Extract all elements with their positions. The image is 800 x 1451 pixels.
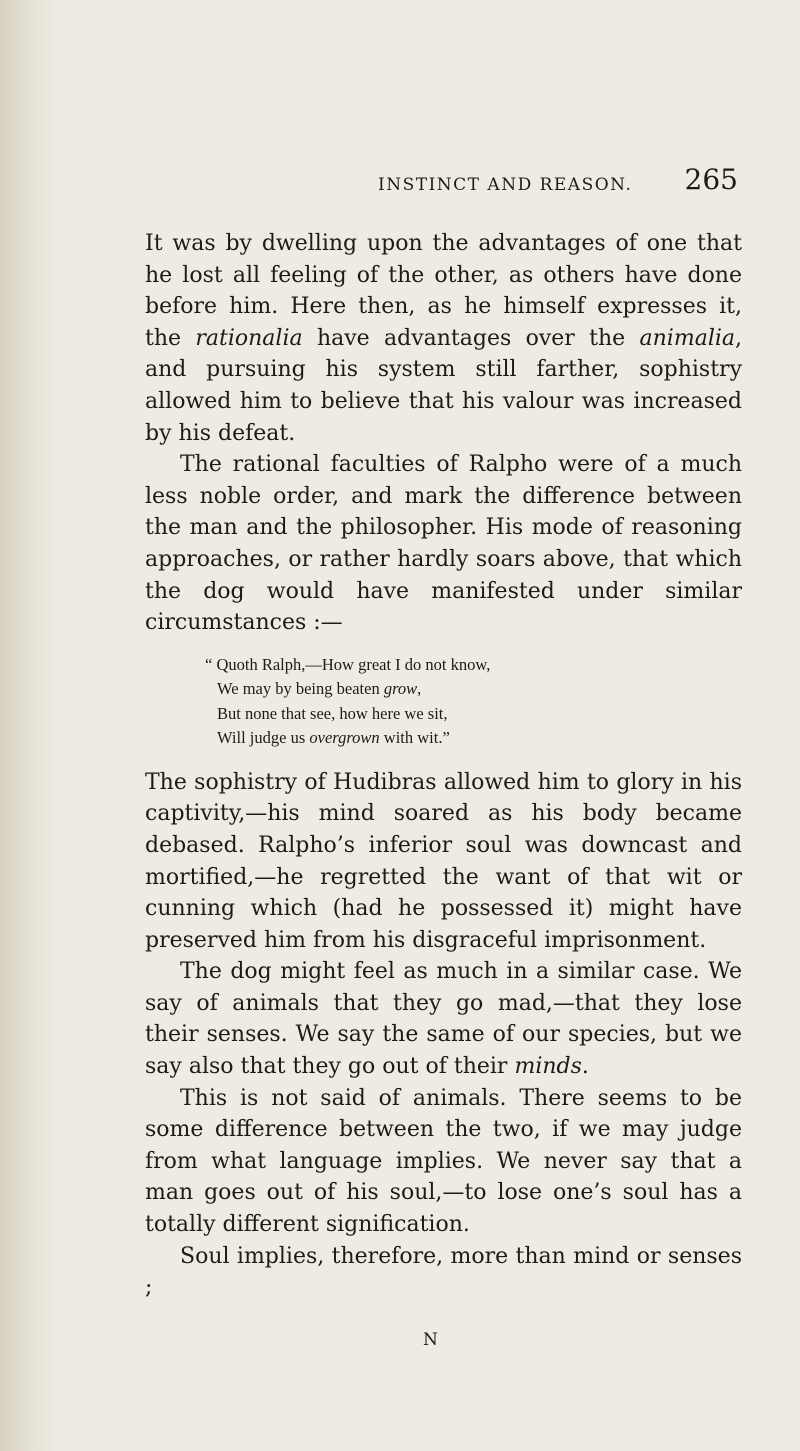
italic-text: rationalia (195, 325, 303, 351)
text-run: Soul implies, therefore, more than mind or senses ; (145, 1243, 742, 1301)
text-run: , and pursuing his system still farther, sophistry allowed him to believe that his valour was increased by his defeat. (145, 325, 743, 446)
paragraph (145, 449, 742, 639)
verse-quotation (205, 653, 742, 751)
paragraph (145, 1083, 742, 1241)
verse-line (205, 702, 742, 727)
paragraphs-before-quote (145, 228, 742, 639)
text-run: It was by dwelling upon the advantages of one that he lost all feeling of the other, as others have done before him. Here then, as he himself expresses it, the (145, 231, 742, 351)
text-run: The rational faculties of Ralpho were of a much less noble order, and mark the difference between the man and the philosopher. His mode of reasoning approaches, or rather hardly soars above, that which the dog would have manifested under similar circumstances :— (145, 452, 742, 636)
paragraph (145, 228, 742, 449)
signature-mark: N (423, 1330, 438, 1350)
text-run: “ Quoth Ralph,—How great I do not know, (205, 654, 491, 674)
text-run: The dog might feel as much in a similar case. We say of animals that they go mad,—that they lose their senses. We say the same of our species, but we say also that they go out of their (145, 959, 742, 1080)
text-run: Will judge us (217, 728, 310, 748)
body-text (145, 228, 742, 1304)
paragraph (145, 1241, 742, 1304)
text-run: We may by being beaten (217, 679, 384, 699)
verse-line (205, 726, 742, 751)
paragraph (145, 956, 742, 1082)
paragraph (145, 767, 742, 957)
text-run: have advantages over the (302, 325, 640, 351)
running-head (378, 163, 738, 199)
verse-line (205, 677, 742, 702)
page-edge-shadow (0, 0, 60, 1451)
text-run: But none that see, how here we sit, (217, 703, 448, 723)
text-run: , (417, 679, 422, 699)
text-run: The sophistry of Hudibras allowed him to glory in his captivity,—his mind soared as his body became debased. Ralpho’s inferior soul was downcast and mortified,—he regretted the want of that wit or cunning which (had he possessed it) might have preserved him from his disgraceful imprisonment. (145, 769, 742, 953)
italic-text: overgrown (309, 728, 380, 748)
italic-text: minds (514, 1054, 582, 1080)
page-number: 265 (684, 163, 738, 196)
text-run: This is not said of animals. There seems to be some difference between the two, if we may judge from what language implies. We never say that a man goes out of his soul,—to lose one’s soul has a totally different signification. (145, 1085, 742, 1238)
paragraphs-after-quote (145, 767, 742, 1304)
italic-text: grow (383, 679, 418, 699)
italic-text: animalia (639, 325, 736, 351)
verse-line (205, 653, 742, 678)
text-run: . (581, 1054, 589, 1080)
running-title: INSTINCT AND REASON. (378, 175, 633, 195)
text-run: with wit.” (379, 728, 450, 748)
